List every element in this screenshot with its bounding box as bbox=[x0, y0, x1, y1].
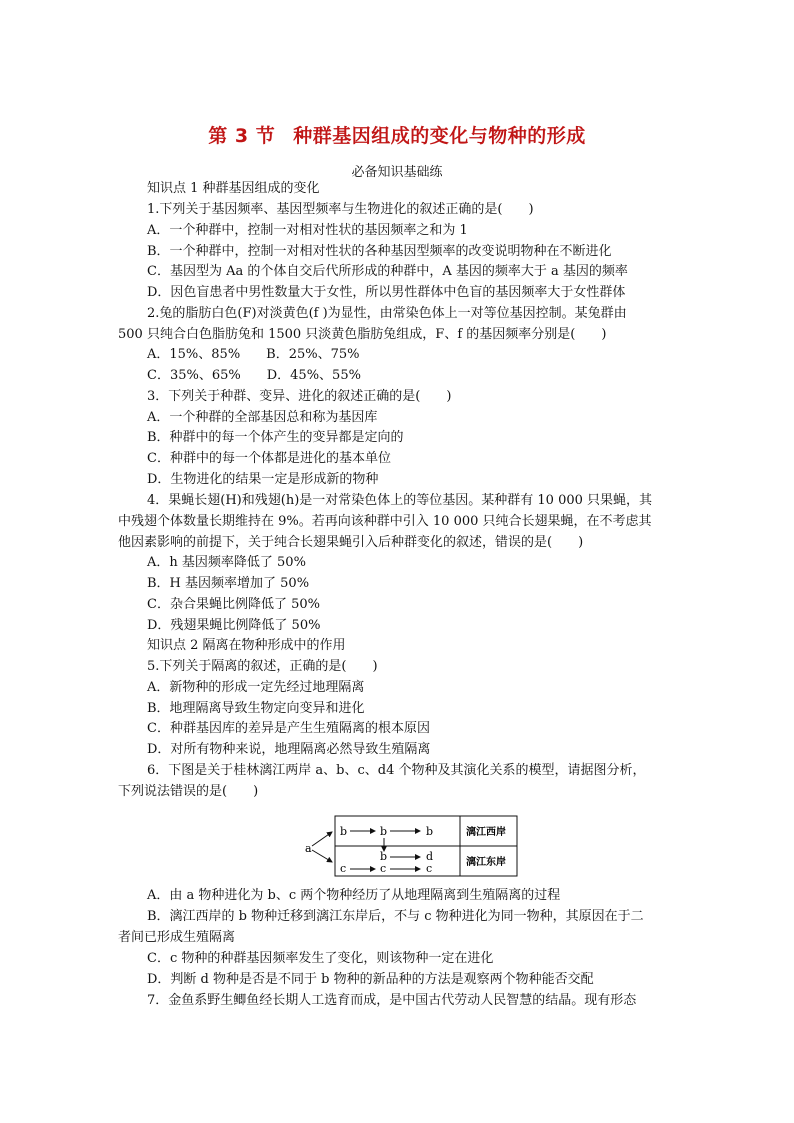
answer-option: A．h 基因频率降低了 50% bbox=[147, 555, 306, 570]
arrow-a-to-b bbox=[312, 832, 332, 846]
answer-option: A．15%、85% B．25%、75% bbox=[147, 347, 360, 362]
question-stem: 2.兔的脂肪白色(F)对淡黄色(f )为显性，由常染色体上一对等位基因控制。某兔群由 bbox=[147, 306, 627, 321]
section-heading: 种群基因组成的变化与物种的形成 bbox=[293, 125, 586, 147]
question-stem-continued: 中残翅个体数量长期维持在 9%。若再向该种群中引入 10 000 只纯合长翅果蝇，在不考虑其 bbox=[118, 514, 652, 529]
answer-option: D．对所有物种来说，地理隔离必然导致生殖隔离 bbox=[147, 742, 431, 757]
question-stem: 1.下列关于基因频率、基因型频率与生物进化的叙述正确的是( ) bbox=[147, 202, 534, 217]
answer-option: D．因色盲患者中男性数量大于女性，所以男性群体中色盲的基因频率大于女性群体 bbox=[147, 285, 626, 300]
answer-option: C．基因型为 Aa 的个体自交后代所形成的种群中，A 基因的频率大于 a 基因的频率 bbox=[147, 264, 628, 279]
question-stem: 5.下列关于隔离的叙述，正确的是( ) bbox=[147, 659, 378, 674]
answer-option: A．一个种群中，控制一对相对性状的基因频率之和为 1 bbox=[147, 223, 468, 238]
answer-option: C．c 物种的种群基因频率发生了变化，则该物种一定在进化 bbox=[147, 951, 494, 966]
species-c-label: c bbox=[340, 862, 347, 875]
answer-option: B．地理隔离导致生物定向变异和进化 bbox=[147, 701, 365, 716]
question-stem: 3．下列关于种群、变异、进化的叙述正确的是( ) bbox=[147, 389, 452, 404]
answer-option: C．种群基因库的差异是产生生殖隔离的根本原因 bbox=[147, 721, 430, 736]
section-title bbox=[0, 121, 794, 148]
knowledge-point-heading: 知识点 2 隔离在物种形成中的作用 bbox=[147, 638, 346, 653]
answer-option: B．一个种群中，控制一对相对性状的各种基因型频率的改变说明物种在不断进化 bbox=[147, 244, 612, 259]
answer-option: A．由 a 物种进化为 b、c 两个物种经历了从地理隔离到生殖隔离的过程 bbox=[147, 888, 561, 903]
species-a-label: a bbox=[305, 842, 312, 855]
answer-option: D．残翅果蝇比例降低了 50% bbox=[147, 618, 321, 633]
species-c-label: c bbox=[426, 862, 433, 875]
species-b-label: b bbox=[340, 825, 348, 838]
species-b-label: b bbox=[380, 825, 388, 838]
answer-option: C．35%、65% D．45%、55% bbox=[147, 368, 361, 383]
answer-option: B．漓江西岸的 b 物种迁移到漓江东岸后，不与 c 物种进化为同一物种，其原因在于二 bbox=[147, 909, 644, 924]
question-stem-continued: 他因素影响的前提下，关于纯合长翅果蝇引入后种群变化的叙述，错误的是( ) bbox=[118, 535, 584, 550]
answer-option: D．生物进化的结果一定是形成新的物种 bbox=[147, 472, 379, 487]
answer-option: C．杂合果蝇比例降低了 50% bbox=[147, 597, 320, 612]
answer-option-continued: 者间已形成生殖隔离 bbox=[118, 930, 236, 945]
question-stem-continued: 500 只纯合白色脂肪兔和 1500 只淡黄色脂肪兔组成，F、f 的基因频率分别是( ) bbox=[118, 327, 607, 342]
question-stem: 7．金鱼系野生鲫鱼经长期人工选育而成，是中国古代劳动人民智慧的结晶。现有形态 bbox=[147, 993, 637, 1008]
subtitle: 必备知识基础练 bbox=[351, 165, 443, 180]
answer-option: A．一个种群的全部基因总和称为基因库 bbox=[147, 410, 378, 425]
west-bank-label: 漓江西岸 bbox=[466, 827, 506, 838]
question-stem: 6．下图是关于桂林漓江两岸 a、b、c、d4 个物种及其演化关系的模型，请据图分析， bbox=[147, 763, 646, 778]
species-d-label: d bbox=[426, 850, 434, 863]
species-evolution-diagram bbox=[300, 810, 520, 880]
answer-option: B．H 基因频率增加了 50% bbox=[147, 576, 310, 591]
arrow-a-to-c bbox=[312, 850, 332, 862]
species-c-label: c bbox=[380, 862, 387, 875]
question-stem: 4．果蝇长翅(H)和残翅(h)是一对常染色体上的等位基因。某种群有 10 000 只果蝇，其 bbox=[147, 493, 653, 508]
answer-option: D．判断 d 物种是否是不同于 b 物种的新品种的方法是观察两个物种能否交配 bbox=[147, 972, 594, 987]
answer-option: B．种群中的每一个体产生的变异都是定向的 bbox=[147, 430, 404, 445]
species-b-label: b bbox=[380, 850, 388, 863]
section-number: 第 3 节 bbox=[208, 125, 276, 147]
answer-option: C．种群中的每一个体都是进化的基本单位 bbox=[147, 451, 391, 466]
knowledge-point-heading: 知识点 1 种群基因组成的变化 bbox=[147, 181, 320, 196]
answer-option: A．新物种的形成一定先经过地理隔离 bbox=[147, 680, 365, 695]
question-stem-continued: 下列说法错误的是( ) bbox=[118, 784, 259, 799]
species-b-label: b bbox=[426, 825, 434, 838]
east-bank-label: 漓江东岸 bbox=[466, 857, 506, 868]
